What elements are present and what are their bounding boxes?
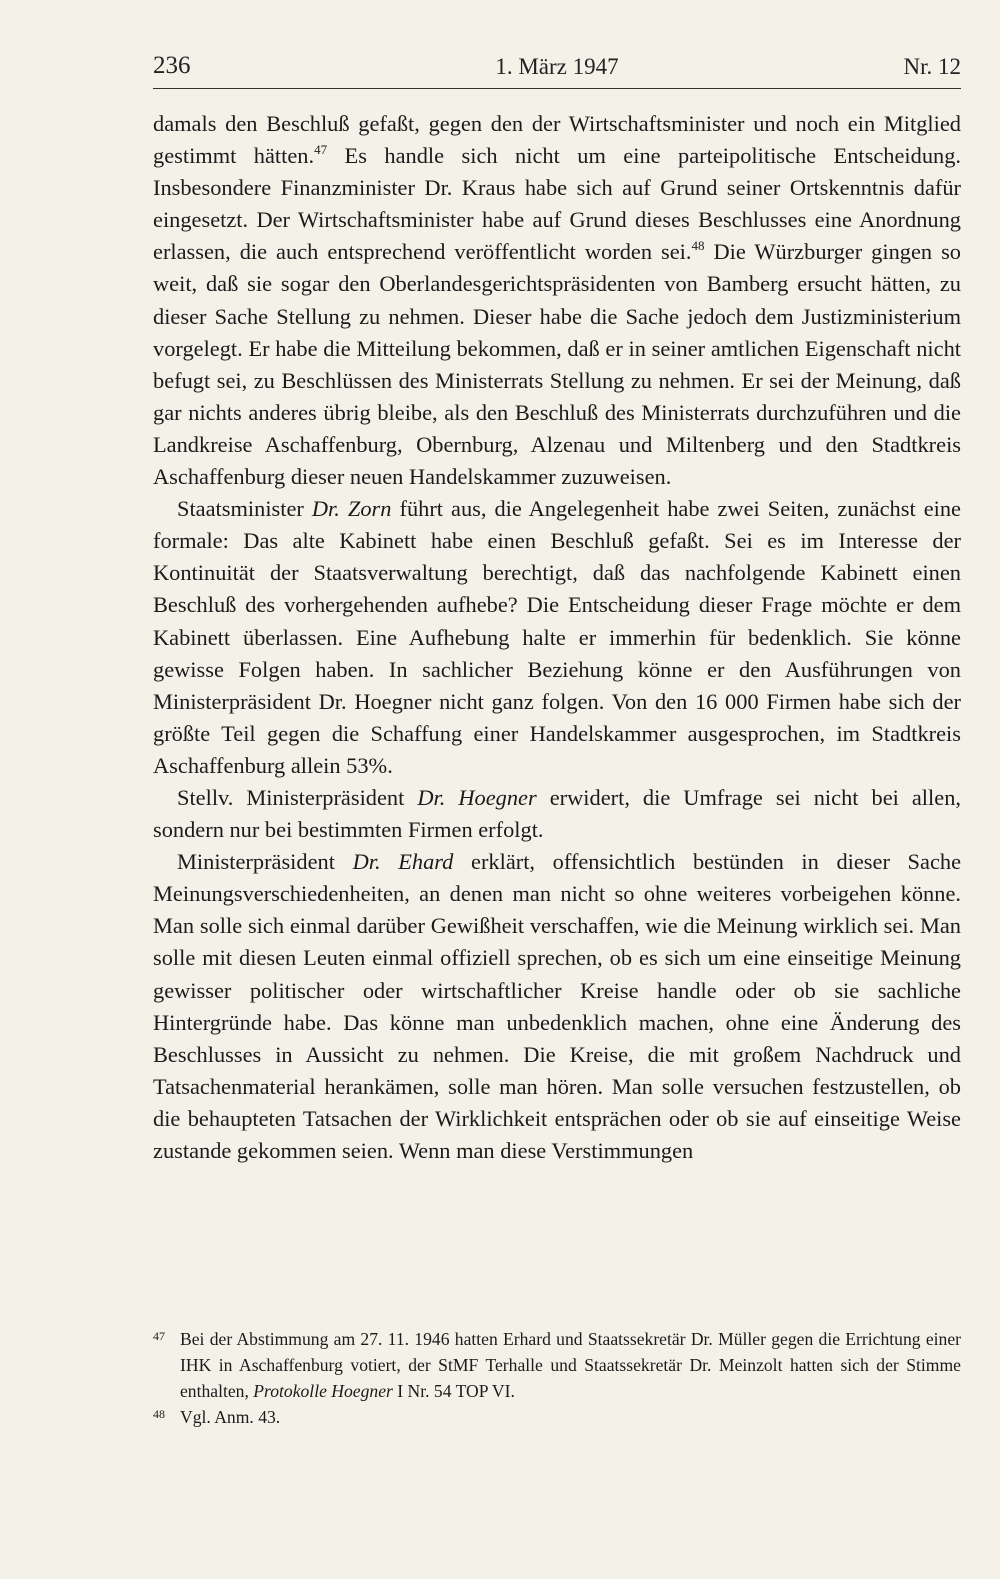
paragraph-2 — [153, 493, 961, 782]
footnote-text-tail: I Nr. 54 TOP VI. — [392, 1381, 515, 1401]
footnote-48 — [153, 1404, 961, 1430]
footnote-mark: 48 — [153, 1407, 165, 1421]
paragraph-2-lead: Staatsminister — [177, 496, 312, 522]
body-text — [153, 108, 961, 1167]
paragraph-3 — [153, 782, 961, 846]
footnote-ref-48: 48 — [691, 238, 705, 254]
footnote-mark: 47 — [153, 1329, 165, 1343]
paragraph-1-part-3: Die Würzburger gingen so weit, daß sie sogar den Oberlandesgerichtspräsidenten von Bamberg ersucht hätten, zu dieser Sache Stellung zu nehmen. Dieser habe die Sache jedoch dem Justizministerium vorgelegt. Er habe die Mitteilung bekommen, daß er in seiner amtlichen Eigenschaft nicht befugt sei, zu Beschlüssen des Ministerrats Stellung zu nehmen. Er sei der Meinung, daß gar nichts anderes übrig bleibe, als den Beschluß des Ministerrats durchzuführen und die Landkreise Aschaffenburg, Obernburg, Alzenau und Miltenberg und den Stadtkreis Aschaffenburg dieser neuen Handelskammer zuzuweisen. — [153, 239, 961, 490]
paragraph-1-part-1: damals den Beschluß gefaßt, gegen den der Wirtschaftsminister und noch ein Mitglied gestimmt hätten. — [153, 111, 961, 169]
header-date: 1. März 1947 — [495, 54, 619, 79]
header-rule — [153, 88, 961, 89]
running-head — [153, 48, 961, 88]
header-issue-number: Nr. 12 — [903, 54, 961, 79]
speaker-name-ehard: Dr. Ehard — [352, 849, 454, 875]
page-number: 236 — [153, 52, 191, 79]
footnote-text: Vgl. Anm. 43. — [180, 1407, 281, 1427]
paragraph-2-text: führt aus, die Angelegenheit habe zwei Seiten, zunächst eine formale: Das alte Kabinett habe einen Beschluß gefaßt. Sei es im Interesse der Kontinuität der Staatsverwaltung berechtigt, daß das nachfolgende Kabinett einen Beschluß des vorhergehenden aufhebe? Die Entscheidung dieser Frage möchte er dem Kabinett überlassen. Eine Aufhebung halte er immerhin für bedenklich. Sie könne gewisse Folgen haben. In sachlicher Beziehung könne er den Ausführungen von Ministerpräsident Dr. Hoegner nicht ganz folgen. Von den 16 000 Firmen habe sich der größte Teil gegen die Schaffung einer Handelskammer ausgesprochen, im Stadtkreis Aschaffenburg allein 53%. — [153, 496, 961, 778]
paragraph-4 — [153, 846, 961, 1167]
paragraph-4-lead: Ministerpräsident — [177, 849, 353, 875]
footnote-ref-47: 47 — [314, 142, 328, 158]
speaker-name-zorn: Dr. Zorn — [311, 496, 392, 522]
paragraph-1 — [153, 108, 961, 493]
footnotes — [153, 1326, 961, 1430]
paragraph-4-text: erklärt, offensichtlich bestünden in dieser Sache Meinungsverschiedenheiten, an denen man nicht so ohne weiteres vorbeigehen könne. Man solle sich einmal darüber Gewißheit verschaffen, wie die Meinung wirklich sei. Man solle mit diesen Leuten einmal offiziell sprechen, ob es sich um eine einseitige Meinung gewisser politischer oder wirtschaftlicher Kreise handle oder ob sie sachliche Hintergründe habe. Das könne man unbedenklich machen, ohne eine Änderung des Beschlusses in Aussicht zu nehmen. Die Kreise, die mit großem Nachdruck und Tatsachenmaterial herankämen, solle man hören. Man solle versuchen festzustellen, ob die behaupteten Tatsachen der Wirklichkeit entsprächen oder ob sie auf einseitige Weise zustande gekommen seien. Wenn man diese Verstimmungen — [153, 849, 962, 1163]
paragraph-3-lead: Stellv. Ministerpräsident — [177, 784, 418, 810]
footnote-47 — [153, 1326, 961, 1404]
paragraph-3-text: erwidert, die Umfrage sei nicht bei allen, sondern nur bei bestimmten Firmen erfolgt. — [153, 784, 961, 843]
footnote-source-title: Protokolle Hoegner — [253, 1381, 393, 1401]
speaker-name-hoegner: Dr. Hoegner — [417, 784, 537, 810]
paragraph-1-part-2: Es handle sich nicht um eine parteipolitische Entscheidung. Insbesondere Finanzminister Dr. Kraus habe sich auf Grund seiner Ortskenntnis dafür eingesetzt. Der Wirtschaftsminister habe auf Grund dieses Beschlusses eine Anordnung erlassen, die auch entsprechend veröffentlicht worden sei. — [153, 143, 962, 265]
footnote-text: Bei der Abstimmung am 27. 11. 1946 hatten Erhard und Staatssekretär Dr. Müller gegen die Errichtung einer IHK in Aschaffenburg votiert, der StMF Terhalle und Staatssekretär Dr. Meinzolt hatten sich der Stimme enthalten, — [180, 1329, 961, 1401]
